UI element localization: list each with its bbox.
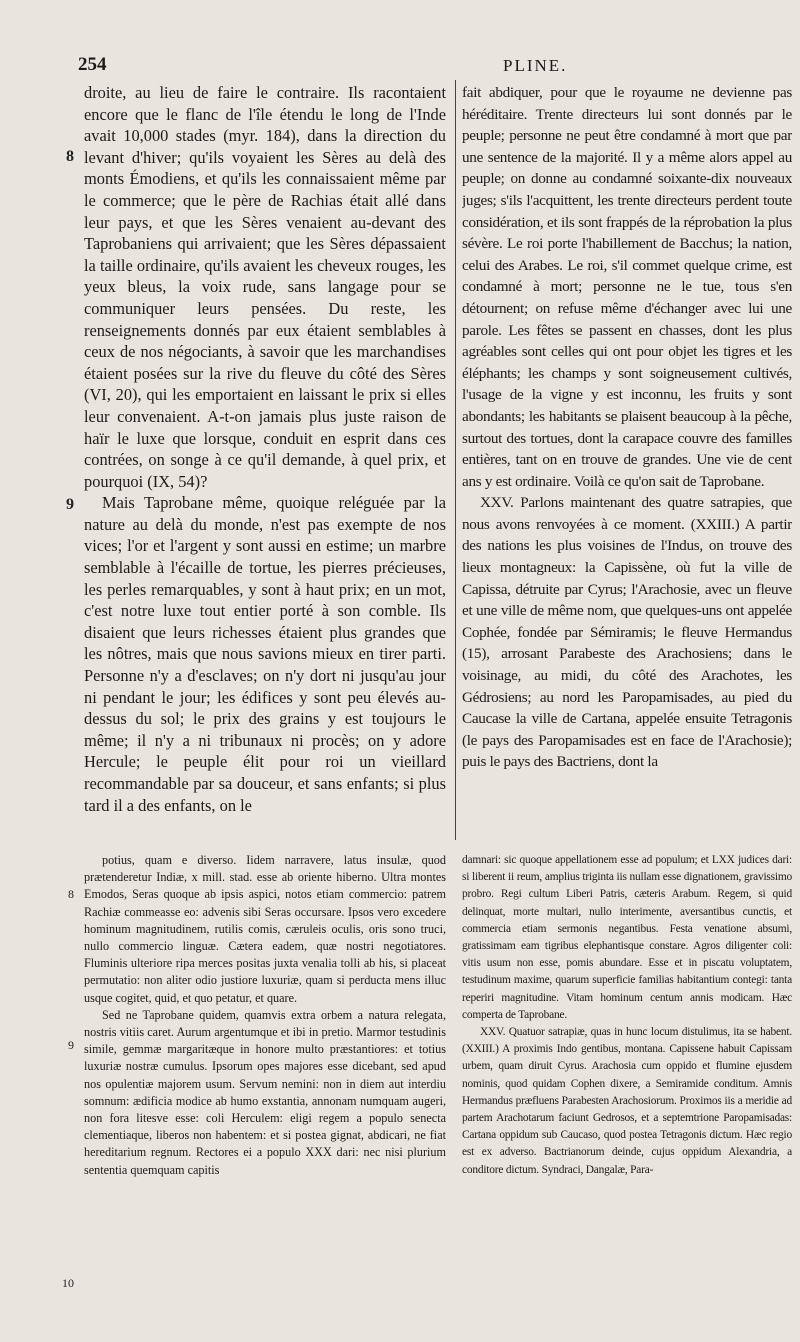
- latin-paragraph: XXV. Quatuor satrapiæ, quas in hunc locum distulimus, ita se habent. (XXIII.) A proximis Indo gentibus, montana. Capissene habuit Capissam urbem, quam diruit Cyrus. Arachosia cum oppido et flumine ejusdem nominis, quod quidam Cophen dixere, a Semiramide conditum. Amnis Hermandus præfluens Parabesten Arachosiorum. Proximos iis a meridie ad partem Arachotarum faciunt Gedrosos, et a septemtrione Paropamisadas: Cartana oppidum sub Caucaso, quod postea Tetragonis dictum. Hæc regio est ex adverso. Bactrianorum deinde, cujus oppidum Alexandria, a conditore dictum. Syndraci, Dangalæ, Para-: [462, 1026, 792, 1176]
- latin-paragraph: Sed ne Taprobane quidem, quamvis extra orbem a natura relegata, nostris vitiis caret. Aurum argentumque et ibi in pretio. Marmor testudinis simile, gemmæ margaritæque in honore multo præstantiores: et totius luxuriæ nostræ cumulus. Ipsorum opes majores esse dicebant, sed apud nos opulentiæ majorem usum. Servum nemini: non in diem aut interdiu somnum: ædificia modice ab humo exstantia, annonam numquam augeri, non fora litesve esse: coli Herculem: eligi regem a populo senecta clementiaque, liberos non habentem: et si postea gignat, abdicari, ne fiat hereditarium regnum. Rectores ei a populo XXX dari: nec nisi plurium sententia quemquam capitis: [84, 1007, 446, 1177]
- latin-paragraph: potius, quam e diverso. Iidem narravere, latus insulæ, quod prætenderetur Indiæ, x mill. stad. esse ab oriente hiberno. Ultra montes Emodos, Seras quoque ab ipsis aspici, notos etiam commercio: patrem Rachiæ commeasse eo: advenis sibi Seras occursare. Ipsos vero excedere hominum magnitudinem, rutilis comis, cæruleis oculis, oris sono truci, nullo commercio linguæ. Cætera eadem, quæ nostri negotiatores. Fluminis ulteriore ripa merces positas juxta venalia tolli ab his, si placeat permutatio: non aliter odio justiore luxuriæ, quam si perducta mens illuc usque cogitet, quid, et quo petatur, et quare.: [84, 853, 446, 1005]
- french-left-column: [84, 82, 446, 842]
- running-head: PLINE.: [503, 56, 568, 75]
- french-paragraph: droite, au lieu de faire le contraire. Ils racontaient encore que le flanc de l'île étendu le long de l'Inde avait 10,000 stades (myr. 184), dans la direction du levant d'hiver; qu'ils voyaient les Sères au delà des monts Émodiens, et qu'ils les connaissaient même par le commerce; que le père de Rachias était allé dans leur pays, et que les Sères venaient au-devant des Taprobaniens qui arrivaient; que les Sères dépassaient la taille ordinaire, qu'ils avaient les cheveux rouges, les yeux bleus, la voix rude, sans langage pour se communiquer leurs pensées. Du reste, les renseignements donnés par eux étaient semblables à ceux de nos négociants, à savoir que les marchandises étaient posées sur la rive du fleuve du côté des Sères (VI, 20), qui les emportaient en laissant le prix si elles leur convenaient. A-t-on jamais plus juste raison de haïr le luxe que lorsque, conduit en esprit dans ces contrées, on songe à ce qu'il demande, à quel prix, et pourquoi (IX, 54)?: [84, 83, 446, 491]
- french-right-column: [462, 82, 792, 842]
- french-paragraph: XXV. Parlons maintenant des quatre satrapies, que nous avons renvoyées à ce moment. (XXIII.) A partir des nations les plus voisines de l'Indus, on trouve des lieux montagneux: la Capissène, où fut la ville de Capissa, détruite par Cyrus; l'Arachosie, avec un fleuve et une ville de même nom, que quelques-uns ont appelée Cophée, fondée par Sémiramis; le fleuve Hermandus (15), arrosant Parabeste des Arachosiens; dans le voisinage, au midi, du côté des Arachotes, les Gédrosiens; au nord les Paropamisades, au pied du Caucase la ville de Cartana, appelée ensuite Tetragonis (le pays des Paropamisades est en face de l'Arachosie); puis le pays des Bactriens, dont la: [462, 494, 792, 771]
- latin-right-column: [462, 852, 792, 1322]
- page-header: [78, 54, 778, 80]
- page-number: 254: [78, 54, 107, 75]
- margin-number: 8: [68, 887, 74, 901]
- margin-number: 8: [66, 148, 74, 165]
- column-rule: [455, 80, 456, 840]
- latin-left-column: [84, 852, 446, 1322]
- margin-number: 9: [66, 496, 74, 513]
- margin-number: 10: [62, 1276, 74, 1290]
- latin-paragraph: damnari: sic quoque appellationem esse ad populum; et LXX judices dari: si liberent ii reum, amplius triginta iis nullam esse dignationem, gravissimo probro. Regi cultum Liberi Patris, cæteris Arabum. Regem, si quid delinquat, morte multari, nullo interimente, aversantibus cunctis, et commercia etiam sermonis negantibus. Festa venatione absumi, gratissimam eam tigribus elephantisque constare. Agros diligenter coli: vitis usum non esse, pomis abundare. Esse et in piscatu voluptatem, testudinum maxime, quarum superficie familias habitantium contegi: tanta reperiri magnitudine. Vitam hominum centum annis modicam. Hæc comperta de Taprobane.: [462, 854, 792, 1021]
- french-paragraph: fait abdiquer, pour que le royaume ne devienne pas héréditaire. Trente directeurs lui sont donnés par le peuple; personne ne peut être condamné à mort que par une sentence de la majorité. Il y a même alors appel au peuple; on donne au condamné soixante-dix nouveaux juges; s'ils l'acquittent, les trente directeurs perdent toute considération, et ils sont frappés de la réprobation la plus sévère. Le roi porte l'habillement de Bacchus; la nation, celui des Arabes. Le roi, s'il commet quelque crime, est condamné à mort; personne ne le tue, tous s'en détournent; on refuse même d'échanger avec lui une parole. Les fêtes se passent en chasses, dont les plus agréables sont celles qui ont pour objet les tigres et les éléphants; les champs y sont soigneusement cultivés, l'usage de la vigne y est inconnu, les fruits y sont abondants; les habitants se plaisent beaucoup à la pêche, surtout des tortues, dont la carapace couvre des familles entières, tant on en trouve de grandes. Une vie de cent ans y est ordinaire. Voilà ce qu'on sait de Taprobane.: [462, 84, 792, 490]
- margin-number: 9: [68, 1038, 74, 1052]
- french-paragraph: Mais Taprobane même, quoique reléguée par la nature au delà du monde, n'est pas exempte de nos vices; l'or et l'argent y sont aussi en estime; un marbre semblable à l'écaille de tortue, les pierres précieuses, les perles remarquables, y sont à haut prix; en un mot, c'est notre luxe tout entier porté à son comble. Ils disaient que leurs richesses étaient plus grandes que les nôtres, mais que nous savions mieux en tirer parti. Personne n'y a d'esclaves; on n'y dort ni jusqu'au jour ni pendant le jour; les édifices y sont peu élevés au-dessus du sol; le prix des grains y est toujours le même; il n'y a ni tribunaux ni procès; on y adore Hercule; le peuple élit pour roi un vieillard recommandable par sa douceur, et sans enfants; si plus tard il a des enfants, on le: [84, 493, 446, 815]
